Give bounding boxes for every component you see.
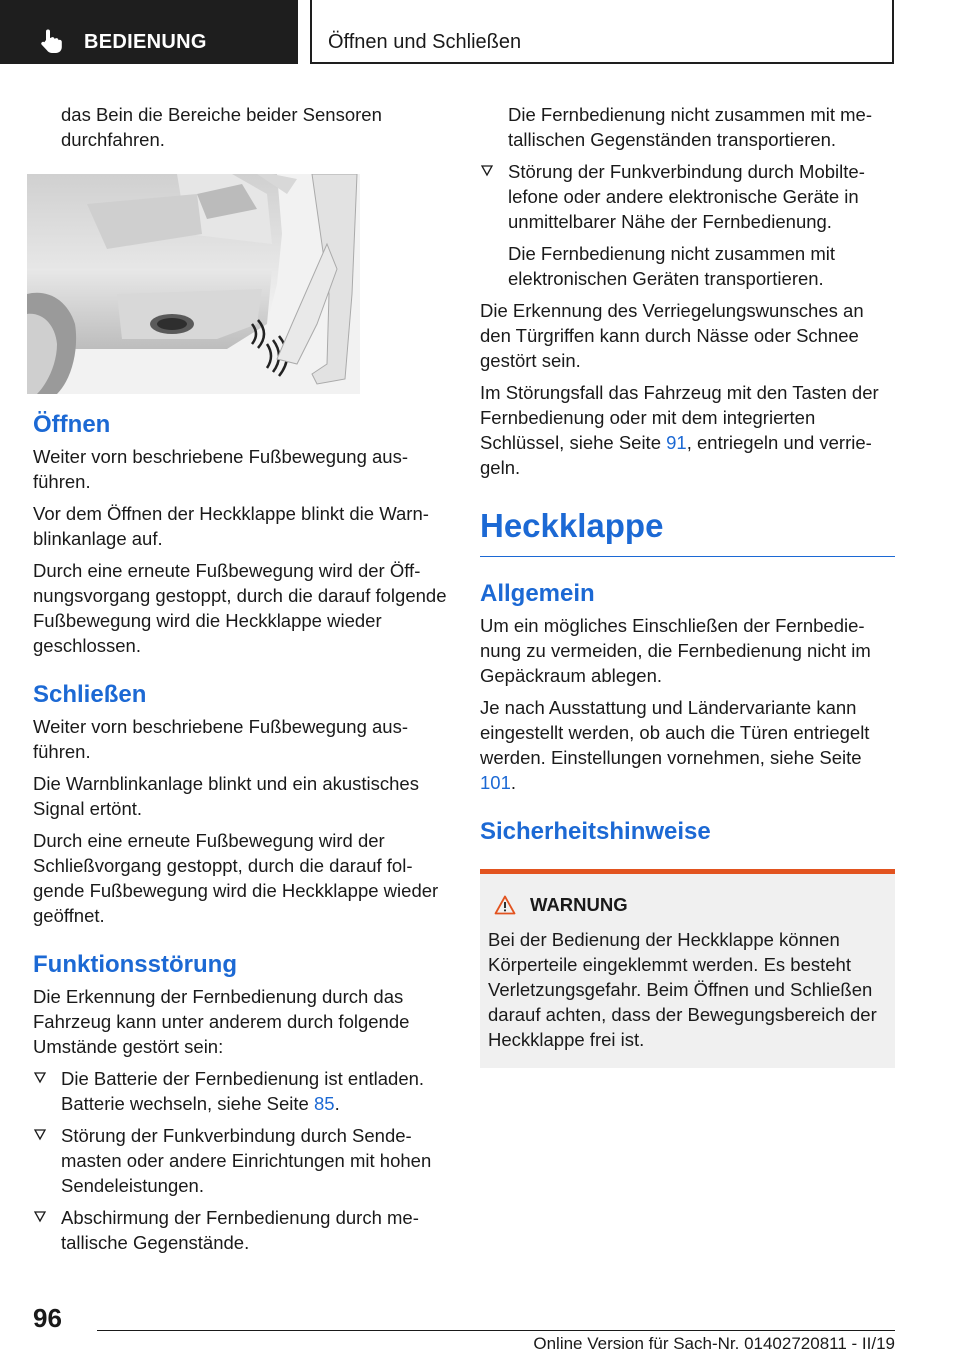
page-link-91[interactable]: 91 bbox=[666, 432, 687, 453]
triangle-bullet-icon bbox=[480, 163, 494, 177]
paragraph bbox=[480, 380, 895, 480]
paragraph: Die Erkennung der Fernbedienung durch das Fahrzeug kann unter anderem durch folgende Umstände gestört sein: bbox=[33, 986, 410, 1057]
heading-oeffnen: Öffnen bbox=[33, 411, 111, 438]
page-link-85[interactable]: 85 bbox=[313, 1093, 335, 1114]
triangle-bullet-icon bbox=[33, 1127, 47, 1141]
list-item bbox=[33, 1123, 447, 1198]
right-column bbox=[480, 102, 895, 1068]
warning-box bbox=[480, 869, 895, 1068]
paragraph: Durch eine erneute Fußbewegung wird der Öffnungsvorgang gestoppt, durch die darauf folgende Fußbewegung wird die Heckklappe wieder geschlossen. bbox=[33, 560, 447, 656]
paragraph-text-end: . bbox=[510, 772, 517, 793]
intro-text bbox=[33, 102, 447, 152]
heading-heckklappe: Heckklappe bbox=[480, 506, 895, 557]
warning-label: WARNUNG bbox=[530, 894, 628, 915]
hand-pointer-icon bbox=[38, 28, 64, 54]
heading-funktionsstoerung: Funktionsstörung bbox=[33, 951, 237, 978]
page-title: Öffnen und Schließen bbox=[328, 31, 522, 53]
heading-allgemein: Allgemein bbox=[480, 580, 595, 607]
warning-text: Bei der Bedienung der Heckklappe können Körperteile eingeklemmt werden. Es besteht Verletzungsgefahr. Beim Öffnen und Schließen darauf achten, dass der Bewegungsbereich der Heckklappe frei ist. bbox=[488, 929, 877, 1050]
header-title-box bbox=[310, 0, 894, 64]
paragraph-text-end: , entriegeln und verriegeln. bbox=[480, 432, 872, 478]
paragraph: Durch eine erneute Fußbewegung wird der Schließvorgang gestoppt, durch die darauf folgende Fußbewegung wird die Heckklappe wieder geöffnet. bbox=[33, 830, 439, 926]
footer-version-text: Online Version für Sach-Nr. 01402720811 - II/19 bbox=[533, 1334, 895, 1353]
paragraph: Die Fernbedienung nicht zusammen mit elektronischen Geräten transportieren. bbox=[508, 243, 835, 289]
intro-line-1: das Bein die Bereiche beider Sensoren bbox=[61, 104, 382, 125]
list-item-text-end: . bbox=[334, 1093, 340, 1114]
paragraph: Die Warnblinkanlage blinkt und ein akustisches Signal ertönt. bbox=[33, 773, 419, 819]
paragraph: Vor dem Öffnen der Heckklappe blinkt die Warnblinkanlage auf. bbox=[33, 503, 429, 549]
warning-header bbox=[488, 892, 887, 917]
list-item bbox=[480, 159, 895, 234]
triangle-bullet-icon bbox=[33, 1209, 47, 1223]
list-item bbox=[33, 1205, 447, 1255]
paragraph: Weiter vorn beschriebene Fußbewegung ausführen. bbox=[33, 446, 409, 492]
page-number: 96 bbox=[33, 1303, 62, 1333]
section-label: BEDIENUNG bbox=[84, 31, 207, 53]
paragraph: Die Fernbedienung nicht zusammen mit metallischen Gegenständen transportieren. bbox=[508, 104, 873, 150]
list-item-text: Abschirmung der Fernbedienung durch metallische Gegenstände. bbox=[61, 1207, 419, 1253]
list-item-text: Störung der Funkverbindung durch Sendemasten oder andere Einrichtungen mit hohen Sendeleistungen. bbox=[61, 1125, 432, 1196]
section-tab bbox=[0, 0, 298, 64]
tailgate-foot-sensor-illustration bbox=[27, 174, 360, 394]
list-item bbox=[33, 1066, 447, 1116]
left-column bbox=[33, 102, 447, 1262]
list-item-text: Störung der Funkverbindung durch Mobiltelefone oder andere elektronische Geräte in unmittelbarer Nähe der Fernbedienung. bbox=[508, 161, 865, 232]
triangle-bullet-icon bbox=[33, 1070, 47, 1084]
footer-divider bbox=[97, 1330, 895, 1331]
heading-sicherheitshinweise: Sicherheitshinweise bbox=[480, 818, 711, 845]
paragraph-text: Im Störungsfall das Fahrzeug mit den Tasten der Fernbedienung oder mit dem integrierten Schlüssel, siehe Seite bbox=[480, 382, 879, 453]
page-link-101[interactable]: 101 bbox=[480, 772, 511, 793]
list-item-text: Die Batterie der Fernbedienung ist entladen. Batterie wechseln, siehe Seite bbox=[61, 1068, 425, 1114]
paragraph: Weiter vorn beschriebene Fußbewegung ausführen. bbox=[33, 716, 409, 762]
paragraph-text: Je nach Ausstattung und Ländervariante kann eingestellt werden, ob auch die Türen entriegelt werden. Einstellungen vornehmen, siehe Seite bbox=[480, 697, 870, 768]
paragraph: Die Erkennung des Verriegelungswunsches an den Türgriffen kann durch Nässe oder Schnee gestört sein. bbox=[480, 300, 864, 371]
heading-schliessen: Schließen bbox=[33, 681, 147, 708]
paragraph: Um ein mögliches Einschließen der Fernbedienung zu vermeiden, die Fernbedienung nicht im Gepäckraum ablegen. bbox=[480, 615, 871, 686]
paragraph bbox=[480, 695, 895, 795]
warning-triangle-icon bbox=[494, 895, 516, 915]
intro-line-2: durchfahren. bbox=[61, 129, 165, 150]
